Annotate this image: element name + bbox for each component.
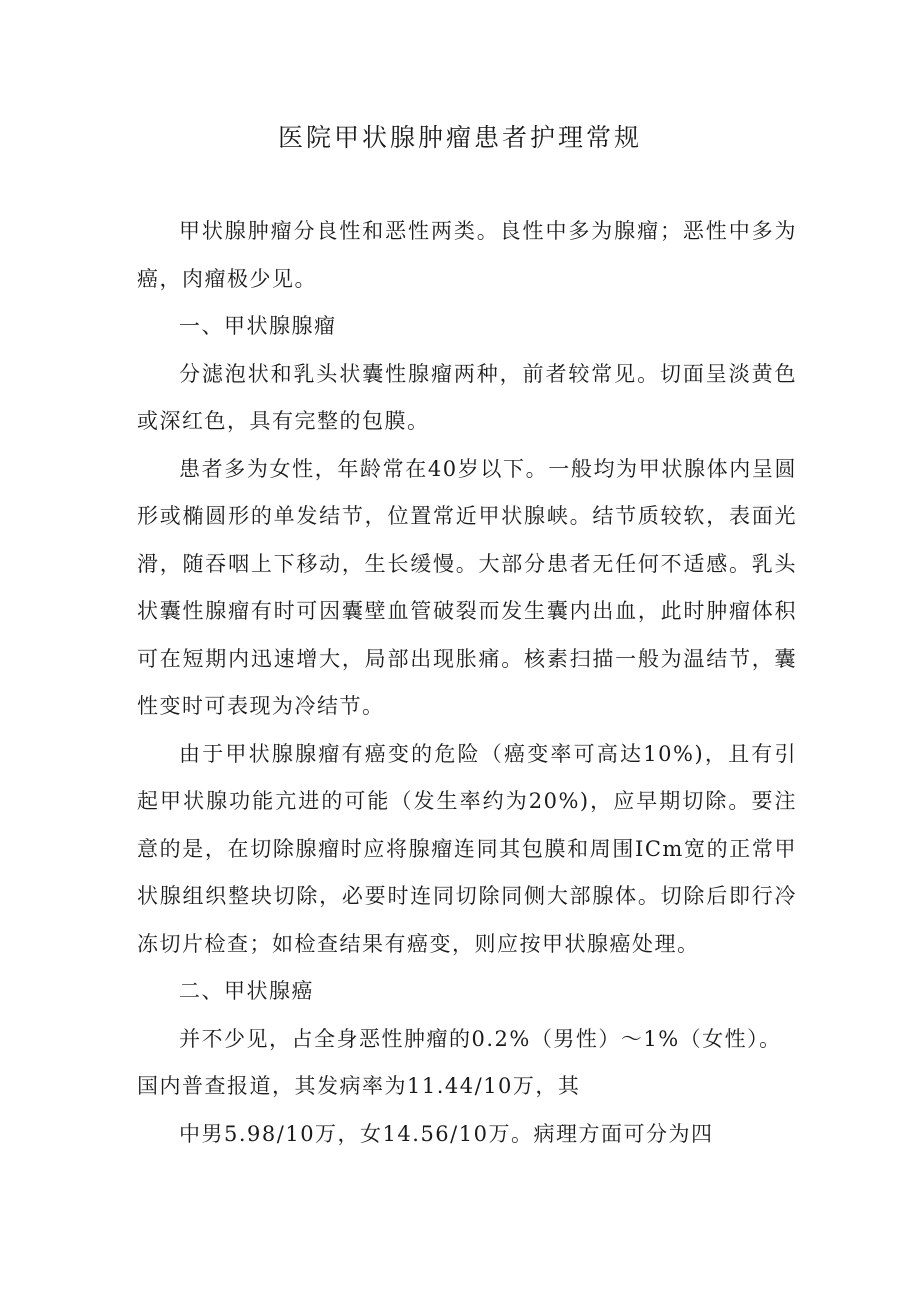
section-heading-adenoma: 一、甲状腺腺瘤 xyxy=(179,314,337,338)
document-title: 医院甲状腺肿瘤患者护理常规 xyxy=(277,123,642,152)
document-body xyxy=(137,208,797,1158)
paragraph-carcinoma-incidence: 并不少见，占全身恶性肿瘤的0.2%（男性）～1%（女性）。 xyxy=(179,1026,782,1051)
paragraph-adenoma-symptoms: 患者多为女性，年龄常在40岁以下。一般均为甲状腺体内呈圆形或椭圆形的单发结节，位置常近甲状腺峡。结节质较软，表面光滑，随吞咽上下移动，生长缓慢。大部分患者无任何不适感。乳头状囊性腺瘤有时可因囊壁血管破裂而发生囊内出血，此时肿瘤体积可在短期内迅速增大，局部出现胀痛。核素扫描一般为温结节，囊性变时可表现为冷结节。 xyxy=(137,456,797,718)
paragraph-intro: 甲状腺肿瘤分良性和恶性两类。良性中多为腺瘤；恶性中多为癌，肉瘤极少见。 xyxy=(137,219,797,291)
paragraph-carcinoma-survey: 国内普查报道，其发病率为11.44/10万，其 xyxy=(137,1074,581,1098)
paragraph-carcinoma-pathology: 中男5.98/10万，女14.56/10万。病理方面可分为四 xyxy=(179,1121,714,1146)
paragraph-adenoma-treatment: 由于甲状腺腺瘤有癌变的危险（癌变率可高达10%)，且有引起甲状腺功能亢进的可能（发生率约为20%)，应早期切除。要注意的是，在切除腺瘤时应将腺瘤连同其包膜和周围ICm宽的正常甲状腺组织整块切除，必要时连同切除同侧大部腺体。切除后即行冷冻切片检查；如检查结果有癌变，则应按甲状腺癌处理。 xyxy=(137,741,797,956)
section-heading-carcinoma: 二、甲状腺癌 xyxy=(179,979,314,1003)
paragraph-adenoma-types: 分滤泡状和乳头状囊性腺瘤两种，前者较常见。切面呈淡黄色或深红色，具有完整的包膜。 xyxy=(137,361,797,433)
